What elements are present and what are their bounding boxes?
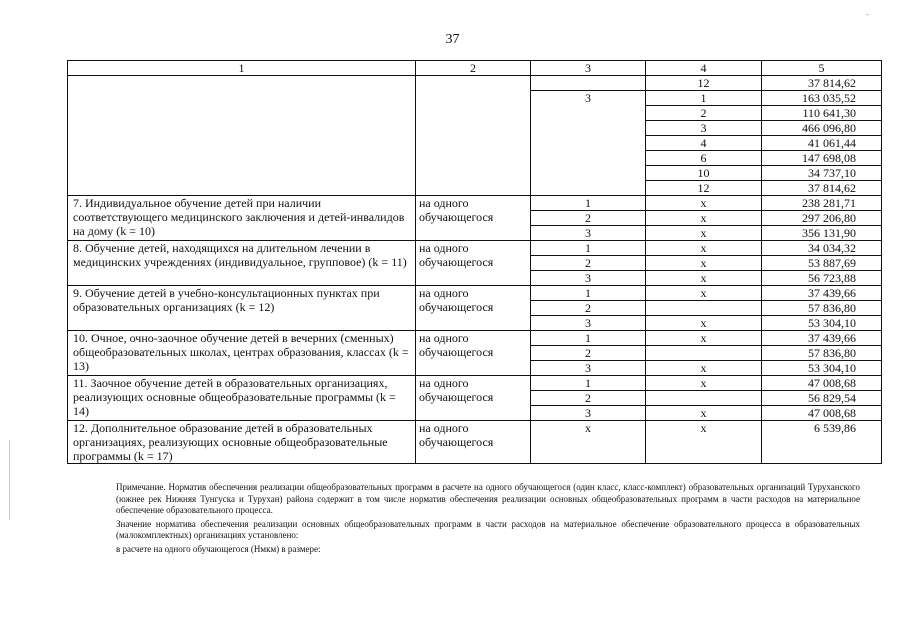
class-cell: 2 — [531, 211, 646, 226]
column-header: 3 — [531, 61, 646, 76]
unit-cell: на одного обучающегося — [416, 331, 531, 376]
count-cell: х — [646, 361, 762, 376]
class-cell: 2 — [531, 391, 646, 406]
value-cell: 56 829,54 — [762, 391, 882, 406]
unit-cell: на одного обучающегося — [416, 421, 531, 464]
value-cell: 147 698,08 — [762, 151, 882, 166]
service-description: 12. Дополнительное образование детей в образовательных организациях, реализующих основные общеобразовательные программы (k = 17) — [68, 421, 416, 464]
value-cell: 53 887,69 — [762, 256, 882, 271]
class-cell — [531, 76, 646, 91]
unit-cell: на одного обучающегося — [416, 376, 531, 421]
column-header: 5 — [762, 61, 882, 76]
value-cell: 37 814,62 — [762, 181, 882, 196]
value-cell: 37 814,62 — [762, 76, 882, 91]
unit-cell: на одного обучающегося — [416, 241, 531, 286]
value-cell: 41 061,44 — [762, 136, 882, 151]
scan-artifact-mark: - — [866, 9, 869, 19]
value-cell: 466 096,80 — [762, 121, 882, 136]
count-cell: х — [646, 331, 762, 346]
table-row — [68, 241, 882, 256]
count-cell: х — [646, 256, 762, 271]
value-cell: 37 439,66 — [762, 331, 882, 346]
note-paragraph: Примечание. Норматив обеспечения реализации общеобразовательных программ в расчете на одного обучающегося (один класс, класс-комплект) образовательных организаций Туруханского (южнее рек Нижняя Тунгуска и Турухан) района содержит в том числе норматив обеспечения реализации основных общеобразовательных программ в части расходов на материальное обеспечение образовательного процесса. — [116, 482, 860, 515]
count-cell: х — [646, 376, 762, 391]
continued-unit-cell — [416, 76, 531, 196]
value-cell: 53 304,10 — [762, 316, 882, 331]
note-paragraph: в расчете на одного обучающегося (Нмкм) в размере: — [116, 543, 321, 554]
count-cell: х — [646, 226, 762, 241]
class-cell: 3 — [531, 361, 646, 376]
value-cell: 56 723,88 — [762, 271, 882, 286]
service-description: 7. Индивидуальное обучение детей при наличии соответствующего медицинского заключения и детей-инвалидов на дому (k = 10) — [68, 196, 416, 241]
class-cell: 3 — [531, 226, 646, 241]
service-description: 10. Очное, очно-заочное обучение детей в вечерних (сменных) общеобразовательных школах, центрах образования, классах (k = 13) — [68, 331, 416, 376]
class-cell: 2 — [531, 256, 646, 271]
class-cell: 3 — [531, 91, 646, 196]
page-number: 37 — [445, 32, 460, 47]
value-cell: 34 034,32 — [762, 241, 882, 256]
count-cell: х — [646, 196, 762, 211]
value-cell: 110 641,30 — [762, 106, 882, 121]
normative-table — [67, 60, 882, 464]
value-cell: 356 131,90 — [762, 226, 882, 241]
count-cell: х — [646, 271, 762, 286]
count-cell — [646, 391, 762, 406]
class-cell: 2 — [531, 346, 646, 361]
count-cell: х — [646, 241, 762, 256]
count-cell: 4 — [646, 136, 762, 151]
class-cell: 1 — [531, 331, 646, 346]
service-description: 9. Обучение детей в учебно-консультационных пунктах при образовательных организациях (k = 12) — [68, 286, 416, 331]
count-cell: 1 — [646, 91, 762, 106]
table-row — [68, 331, 882, 346]
count-cell: 10 — [646, 166, 762, 181]
value-cell: 47 008,68 — [762, 376, 882, 391]
count-cell: 3 — [646, 121, 762, 136]
count-cell: х — [646, 406, 762, 421]
table-row — [68, 76, 882, 91]
column-header: 1 — [68, 61, 416, 76]
count-cell: 6 — [646, 151, 762, 166]
table-row — [68, 196, 882, 211]
count-cell: 12 — [646, 76, 762, 91]
unit-cell: на одного обучающегося — [416, 196, 531, 241]
scan-artifact-line — [9, 440, 10, 520]
class-cell: 1 — [531, 241, 646, 256]
value-cell: 238 281,71 — [762, 196, 882, 211]
class-cell: 2 — [531, 301, 646, 316]
value-cell: 163 035,52 — [762, 91, 882, 106]
note-paragraph: Значение норматива обеспечения реализации основных общеобразовательных программ в части расходов на материальное обеспечение образовательного процесса в образовательных (малокомплектных) организациях установлено: — [116, 518, 860, 540]
count-cell — [646, 301, 762, 316]
value-cell: 57 836,80 — [762, 301, 882, 316]
table-row — [68, 421, 882, 464]
unit-cell: на одного обучающегося — [416, 286, 531, 331]
continued-description-cell — [68, 76, 416, 196]
service-description: 8. Обучение детей, находящихся на длительном лечении в медицинских учреждениях (индивидуальное, групповое) (k = 11) — [68, 241, 416, 286]
value-cell: 53 304,10 — [762, 361, 882, 376]
column-header: 4 — [646, 61, 762, 76]
count-cell: 2 — [646, 106, 762, 121]
table-row — [68, 286, 882, 301]
value-cell: 57 836,80 — [762, 346, 882, 361]
class-cell: 3 — [531, 271, 646, 286]
value-cell: 297 206,80 — [762, 211, 882, 226]
count-cell: х — [646, 211, 762, 226]
count-cell: х — [646, 286, 762, 301]
value-cell: 37 439,66 — [762, 286, 882, 301]
class-cell: 1 — [531, 376, 646, 391]
count-cell: 12 — [646, 181, 762, 196]
table-header-row — [68, 61, 882, 76]
service-description: 11. Заочное обучение детей в образовательных организациях, реализующих основные общеобразовательные программы (k = 14) — [68, 376, 416, 421]
class-cell: 1 — [531, 286, 646, 301]
value-cell: 6 539,86 — [762, 421, 882, 464]
column-header: 2 — [416, 61, 531, 76]
notes-block — [76, 482, 860, 555]
class-cell: 3 — [531, 406, 646, 421]
table-row — [68, 376, 882, 391]
value-cell: 34 737,10 — [762, 166, 882, 181]
count-cell: х — [646, 316, 762, 331]
count-cell — [646, 346, 762, 361]
class-cell: 3 — [531, 316, 646, 331]
class-cell: х — [531, 421, 646, 464]
value-cell: 47 008,68 — [762, 406, 882, 421]
class-cell: 1 — [531, 196, 646, 211]
count-cell: х — [646, 421, 762, 464]
